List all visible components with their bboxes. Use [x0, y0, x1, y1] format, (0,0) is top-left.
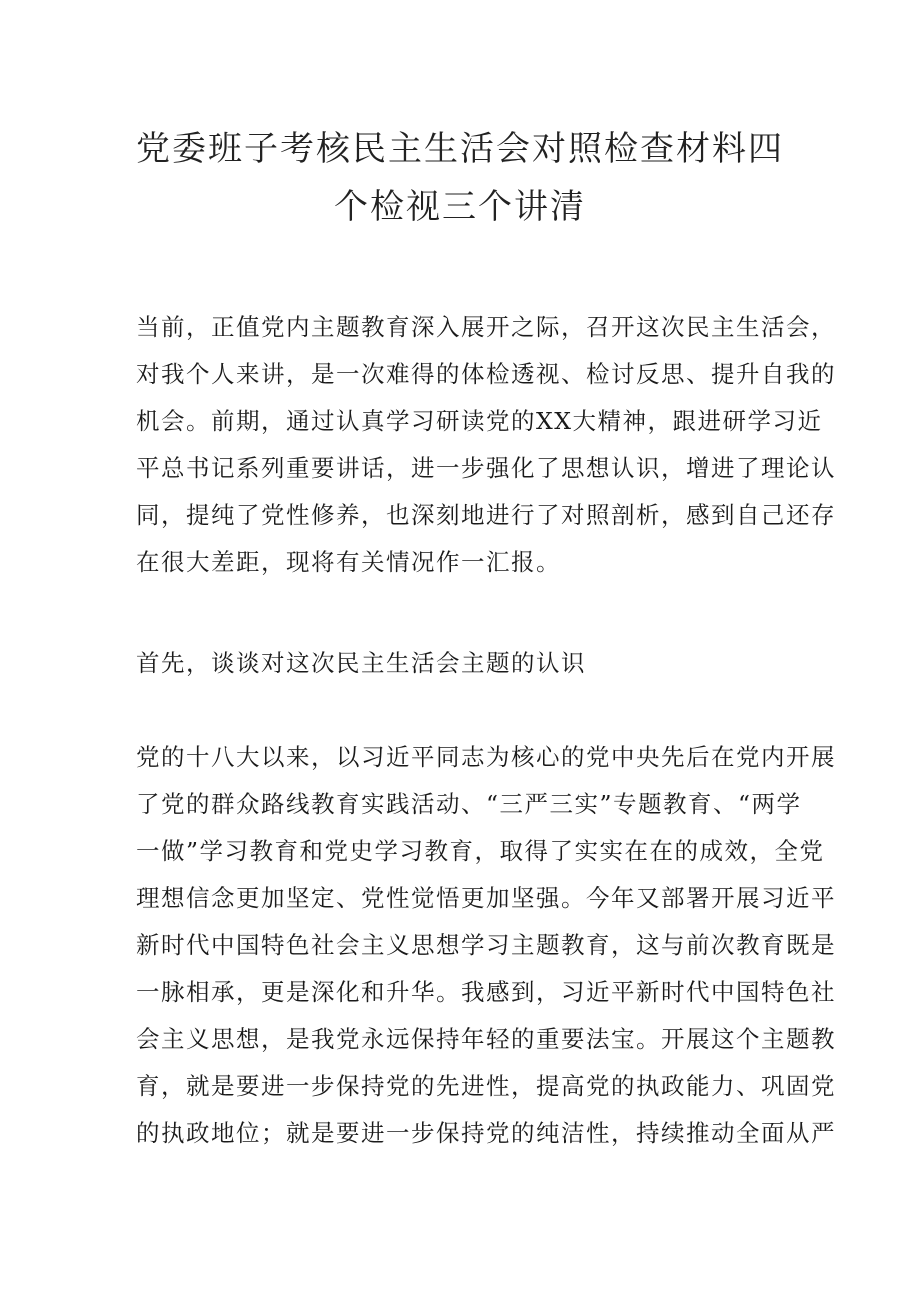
- text-line: 一脉相承，更是深化和升华。我感到，习近平新时代中国特色社: [136, 978, 836, 1006]
- text-line: 一做”学习教育和党史学习教育，取得了实实在在的成效，全党: [136, 837, 825, 865]
- title-line: 个检视三个讲清: [334, 187, 586, 227]
- document-title: [130, 120, 790, 236]
- text-line: 新时代中国特色社会主义思想学习主题教育，这与前次教育既是: [136, 931, 836, 959]
- text-line: 当前，正值党内主题教育深入展开之际，召开这次民主生活会，: [136, 313, 836, 341]
- heading-text: 首先，谈谈对这次民主生活会主题的认识: [136, 649, 586, 677]
- text-line: 同，提纯了党性修养，也深刻地进行了对照剖析，感到自己还存: [136, 501, 836, 529]
- text-line: 会主义思想，是我党永远保持年轻的重要法宝。开展这个主题教: [136, 1025, 836, 1053]
- text-line: 的执政地位；就是要进一步保持党的纯洁性，持续推动全面从严: [136, 1119, 836, 1147]
- title-line: 党委班子考核民主生活会对照检查材料四: [136, 129, 784, 169]
- text-line: 党的十八大以来，以习近平同志为核心的党中央先后在党内开展: [136, 743, 836, 771]
- section-heading: [136, 640, 790, 687]
- text-line: 育，就是要进一步保持党的先进性，提高党的执政能力、巩固党: [136, 1072, 836, 1100]
- text-line: 机会。前期，通过认真学习研读党的XX大精神，跟进研学习近: [136, 407, 823, 435]
- paragraph-intro: [136, 304, 836, 586]
- text-line: 平总书记系列重要讲话，进一步强化了思想认识，增进了理论认: [136, 454, 836, 482]
- text-line: 对我个人来讲，是一次难得的体检透视、检讨反思、提升自我的: [136, 360, 836, 388]
- text-line: 在很大差距，现将有关情况作一汇报。: [136, 548, 561, 576]
- paragraph-body: [136, 734, 836, 1157]
- text-line: 了党的群众路线教育实践活动、“三严三实”专题教育、“两学: [136, 790, 802, 818]
- text-line: 理想信念更加坚定、党性觉悟更加坚强。今年又部署开展习近平: [136, 884, 836, 912]
